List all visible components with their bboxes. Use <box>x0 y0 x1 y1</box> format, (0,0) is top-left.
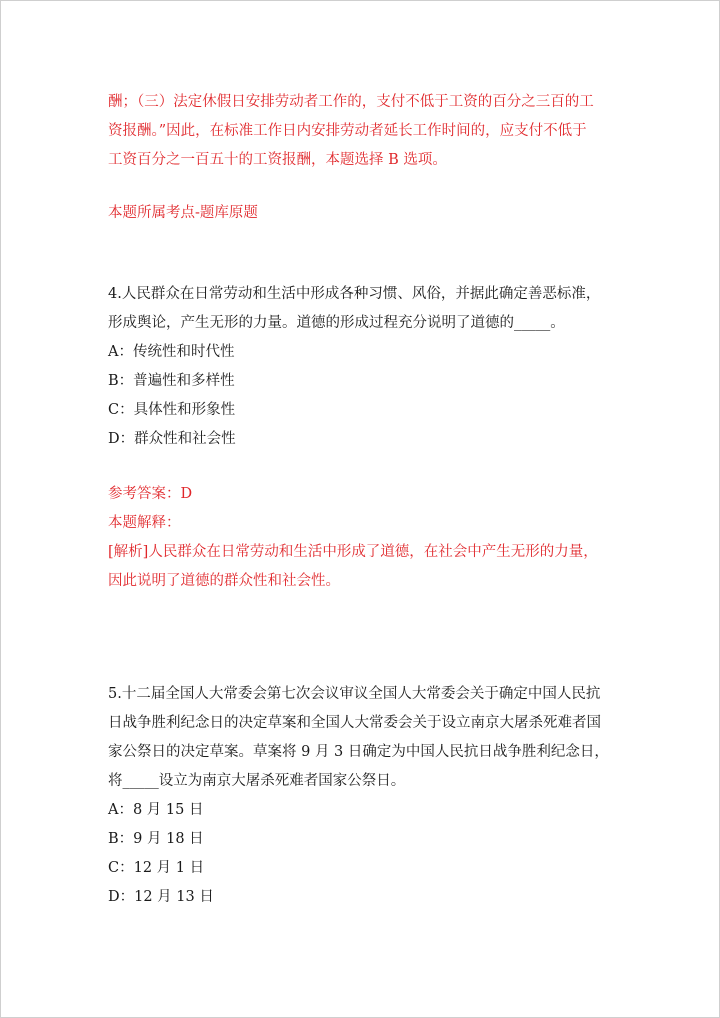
question-stem-line: 家公祭日的决定草案。草案将 9 月 3 日确定为中国人民抗日战争胜利纪念日， <box>108 744 609 760</box>
explanation-line: [解析]人民群众在日常劳动和生活中形成了道德，在社会中产生无形的力量， <box>108 544 598 560</box>
option-b: B：9 月 18 日 <box>108 831 204 847</box>
explanation-line: 资报酬。”因此，在标准工作日内安排劳动者延长工作时间的，应支付不低于 <box>108 123 587 139</box>
question-stem-line: 5.十二届全国人大常委会第七次会议审议全国人大常委会关于确定中国人民抗 <box>108 686 601 702</box>
explanation-label: 本题解释： <box>108 515 181 531</box>
question-stem-line: 形成舆论，产生无形的力量。道德的形成过程充分说明了道德的_____。 <box>108 315 565 331</box>
option-d: D：群众性和社会性 <box>108 431 236 447</box>
previous-explanation <box>108 88 612 175</box>
question-stem-line: 4.人民群众在日常劳动和生活中形成各种习惯、风俗，并据此确定善恶标准， <box>108 286 601 302</box>
question-4 <box>108 280 612 454</box>
explanation-line: 酬；（三）法定休假日安排劳动者工作的，支付不低于工资的百分之三百的工 <box>108 94 594 110</box>
option-d: D：12 月 13 日 <box>108 889 214 905</box>
option-c: C：具体性和形象性 <box>108 402 236 418</box>
option-c: C：12 月 1 日 <box>108 860 205 876</box>
document-content <box>108 88 612 912</box>
question-stem-line: 日战争胜利纪念日的决定草案和全国人大常委会关于设立南京大屠杀死难者国 <box>108 715 601 731</box>
explanation-line: 工资百分之一百五十的工资报酬，本题选择 B 选项。 <box>108 152 447 168</box>
explanation-line: 因此说明了道德的群众性和社会性。 <box>108 573 340 589</box>
option-b: B：普遍性和多样性 <box>108 373 235 389</box>
option-a: A：传统性和时代性 <box>108 344 235 360</box>
question-4-answer-block <box>108 480 612 596</box>
reference-answer: 参考答案：D <box>108 486 193 502</box>
question-stem-line: 将_____设立为南京大屠杀死难者国家公祭日。 <box>108 773 406 789</box>
option-a: A：8 月 15 日 <box>108 802 204 818</box>
question-5 <box>108 680 612 912</box>
question-source-note: 本题所属考点-题库原题 <box>108 205 258 221</box>
